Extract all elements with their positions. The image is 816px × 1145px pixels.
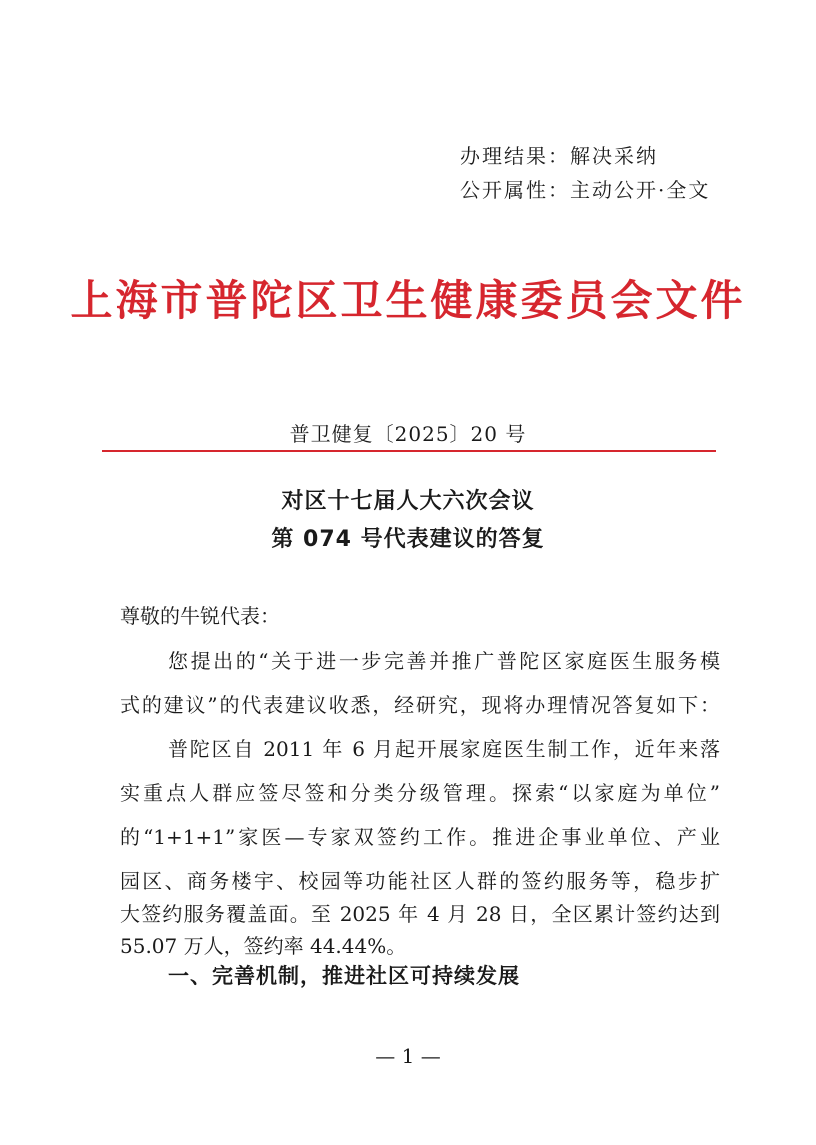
paragraph-line: 大签约服务覆盖面。至 2025 年 4 月 28 日，全区累计签约达到 bbox=[120, 902, 720, 926]
paragraph-line: 的“1+1+1”家医—专家双签约工作。推进企事业单位、产业 bbox=[120, 825, 720, 849]
paragraph-line: 园区、商务楼宇、校园等功能社区人群的签约服务等，稳步扩 bbox=[120, 869, 720, 893]
paragraph-line: 实重点人群应签尽签和分类分级管理。探索“以家庭为单位” bbox=[120, 781, 720, 805]
page-number: — 1 — bbox=[375, 1044, 441, 1068]
red-divider bbox=[102, 450, 716, 452]
document-header-title: 上海市普陀区卫生健康委员会文件 bbox=[70, 276, 746, 325]
paragraph-line: 普陀区自 2011 年 6 月起开展家庭医生制工作，近年来落 bbox=[168, 737, 720, 761]
paragraph-line: 55.07 万人，签约率 44.44%。 bbox=[120, 934, 407, 958]
subject-line-2: 第 074 号代表建议的答复 bbox=[271, 527, 545, 552]
paragraph-line: 式的建议”的代表建议收悉，经研究，现将办理情况答复如下： bbox=[120, 693, 720, 717]
section-heading: 一、完善机制，推进社区可持续发展 bbox=[168, 964, 520, 988]
handling-result: 办理结果：解决采纳 bbox=[460, 144, 658, 168]
document-number: 普卫健复〔2025〕20 号 bbox=[289, 422, 527, 446]
paragraph-line: 您提出的“关于进一步完善并推广普陀区家庭医生服务模 bbox=[168, 649, 720, 673]
subject-line-1: 对区十七届人大六次会议 bbox=[281, 489, 535, 514]
disclosure-attribute: 公开属性：主动公开·全文 bbox=[460, 178, 711, 202]
salutation: 尊敬的牛锐代表： bbox=[120, 604, 280, 628]
